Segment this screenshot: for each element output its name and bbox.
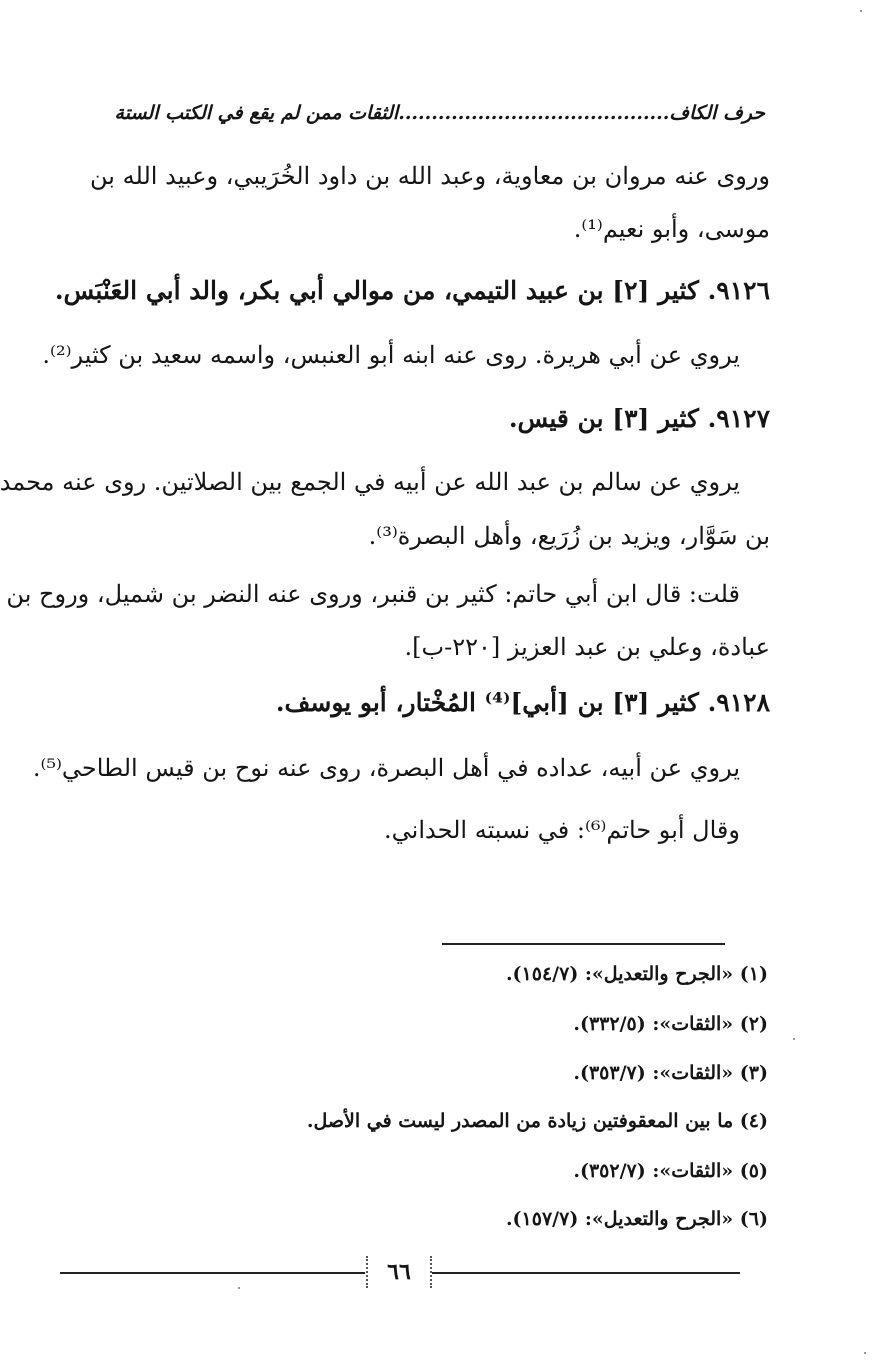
footnote: (٣) «الثقات»: (٣٥٣/٧). — [573, 1062, 768, 1084]
scan-speck — [238, 1287, 240, 1289]
paragraph-line: وقال أبو حاتم⁽⁶⁾: في نسبته الحداني. — [384, 816, 740, 844]
scan-speck — [864, 1352, 866, 1354]
paragraph-line: بن سَوَّار، ويزيد بن زُرَيع، وأهل البصرة⁽³⁾. — [368, 522, 770, 550]
footnote: (٢) «الثقات»: (٣٣٢/٥). — [573, 1013, 768, 1035]
footnote: (٤) ما بين المعقوفتين زيادة من المصدر ليست في الأصل. — [306, 1110, 768, 1132]
entry-heading-9127: ٩١٢٧. كثير [٣] بن قيس. — [508, 404, 770, 433]
running-head: حرف الكاف.........................................الثقات ممن لم يقع في الكتب الستة — [114, 102, 765, 124]
footnote: (٥) «الثقات»: (٣٥٢/٧). — [573, 1160, 768, 1182]
page-number-ornament — [366, 1256, 432, 1288]
scan-speck — [860, 10, 862, 12]
paragraph-line: قلت: قال ابن أبي حاتم: كثير بن قنبر، وروى عنه النضر بن شميل، وروح بن — [6, 580, 740, 608]
paragraph-line: وروى عنه مروان بن معاوية، وعبد الله بن داود الخُرَيبي، وعبيد الله بن — [90, 162, 770, 190]
entry-heading-9126: ٩١٢٦. كثير [٢] بن عبيد التيمي، من موالي أبي بكر، والد أبي العَنْبَس. — [54, 276, 770, 305]
paragraph-line: عبادة، وعلي بن عبد العزيز [٢٢٠-ب]. — [404, 633, 770, 661]
footer-rule-right — [432, 1272, 740, 1274]
paragraph-line: يروي عن أبيه، عداده في أهل البصرة، روى عنه نوح بن قيس الطاحي⁽⁵⁾. — [32, 754, 740, 782]
footnote: (١) «الجرح والتعديل»: (١٥٤/٧). — [505, 963, 768, 985]
scan-speck — [793, 1038, 795, 1040]
page-number-text: ٦٦ — [387, 1259, 411, 1285]
entry-heading-9128: ٩١٢٨. كثير [٣] بن [أبي]⁽⁴⁾ المُخْتار، أبو يوسف. — [275, 688, 770, 717]
footnote: (٦) «الجرح والتعديل»: (١٥٧/٧). — [505, 1208, 768, 1230]
paragraph-line: يروي عن أبي هريرة. روى عنه ابنه أبو العنبس، واسمه سعيد بن كثير⁽²⁾. — [42, 341, 740, 369]
page-number — [366, 1252, 432, 1292]
paragraph-line: موسى، وأبو نعيم⁽¹⁾. — [573, 215, 770, 243]
footnote-separator — [442, 943, 725, 945]
footer-rule-left — [60, 1272, 365, 1274]
paragraph-line: يروي عن سالم بن عبد الله عن أبيه في الجمع بين الصلاتين. روى عنه محمد — [0, 468, 740, 496]
